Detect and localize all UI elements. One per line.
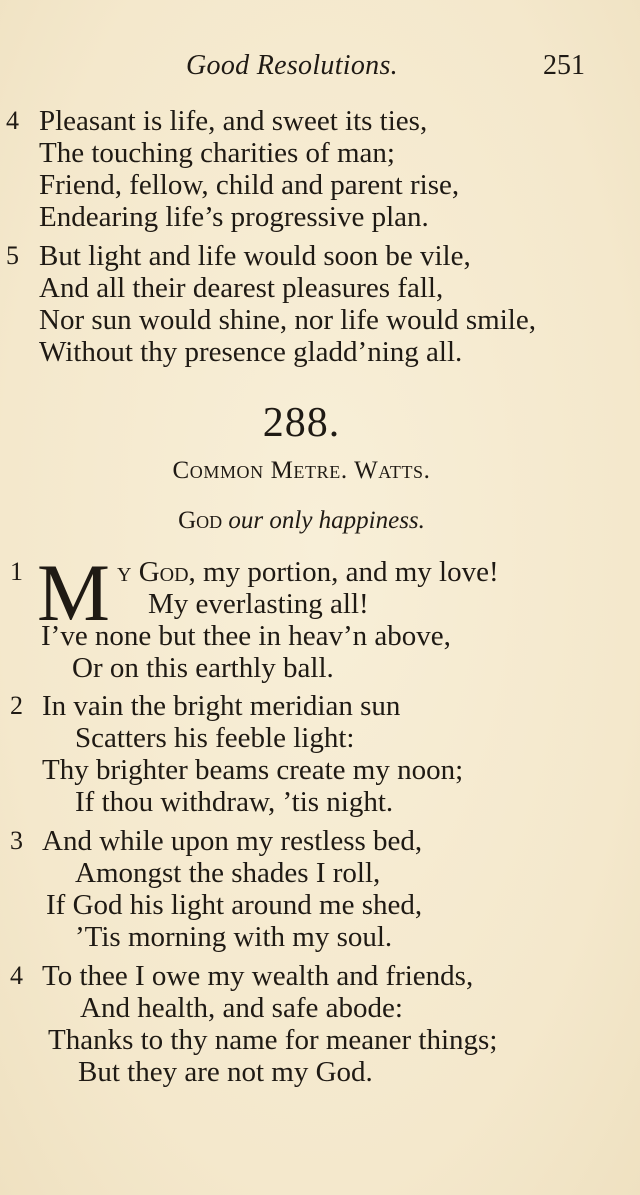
verse-line: Thy brighter beams create my noon; (42, 754, 464, 786)
verse-line: The touching charities of man; (39, 137, 395, 169)
verse-line: Without thy presence gladd’ning all. (39, 336, 463, 368)
verse-number: 1 (10, 557, 23, 586)
drop-cap: M (37, 547, 108, 638)
subtitle-god: God (178, 507, 223, 534)
first-word: y God, (117, 556, 196, 588)
verse-number: 2 (10, 691, 23, 720)
hymn-number: 288. (262, 400, 341, 446)
verse-line: I’ve none but thee in heav’n above, (41, 620, 451, 652)
verse-line: And while upon my restless bed, (42, 825, 423, 857)
verse-line: ’Tis morning with my soul. (75, 921, 393, 953)
verse-line: Friend, fellow, child and parent rise, (39, 169, 460, 201)
running-head (0, 50, 640, 86)
line-text: If God his light around me shed, (46, 889, 423, 921)
verse-line: Pleasant is life, and sweet its ties, (39, 105, 428, 137)
verse-line: Endearing life’s progressive plan. (39, 201, 429, 233)
verse-number: 4 (10, 961, 23, 990)
verse-line: In vain the bright meridian sun (42, 690, 401, 722)
verse-line: Or on this earthly ball. (72, 652, 334, 684)
verse-number: 4 (6, 106, 19, 135)
verse-line: And all their dearest pleasures fall, (39, 272, 444, 304)
verse-line: Thanks to thy name for meaner things; (48, 1024, 498, 1056)
first-line-rest: my portion, and my love! (203, 556, 499, 588)
verse-line: But they are not my God. (78, 1056, 373, 1088)
verse-number: 5 (6, 241, 19, 270)
page-number: 251 (543, 50, 585, 81)
verse-line: Scatters his feeble light: (75, 722, 355, 754)
verse-line: And health, and safe abode: (80, 992, 403, 1024)
verse-line-first (117, 556, 499, 588)
hymn-subtitle (0, 507, 603, 535)
verse-number: 3 (10, 826, 23, 855)
subtitle-rest: our only happiness. (228, 507, 425, 534)
verse-line: Nor sun would shine, nor life would smile, (39, 304, 536, 336)
verse-line-mixed (46, 889, 422, 921)
running-title: Good Resolutions. (186, 50, 398, 81)
verse-line: If thou withdraw, ’tis night. (75, 786, 394, 818)
hymn-metre: Common Metre. Watts. (172, 457, 431, 484)
verse-line: Amongst the shades I roll, (75, 857, 381, 889)
verse-line: To thee I owe my wealth and friends, (42, 960, 474, 992)
verse-line: My everlasting all! (148, 588, 369, 620)
verse-line: But light and life would soon be vile, (39, 240, 471, 272)
